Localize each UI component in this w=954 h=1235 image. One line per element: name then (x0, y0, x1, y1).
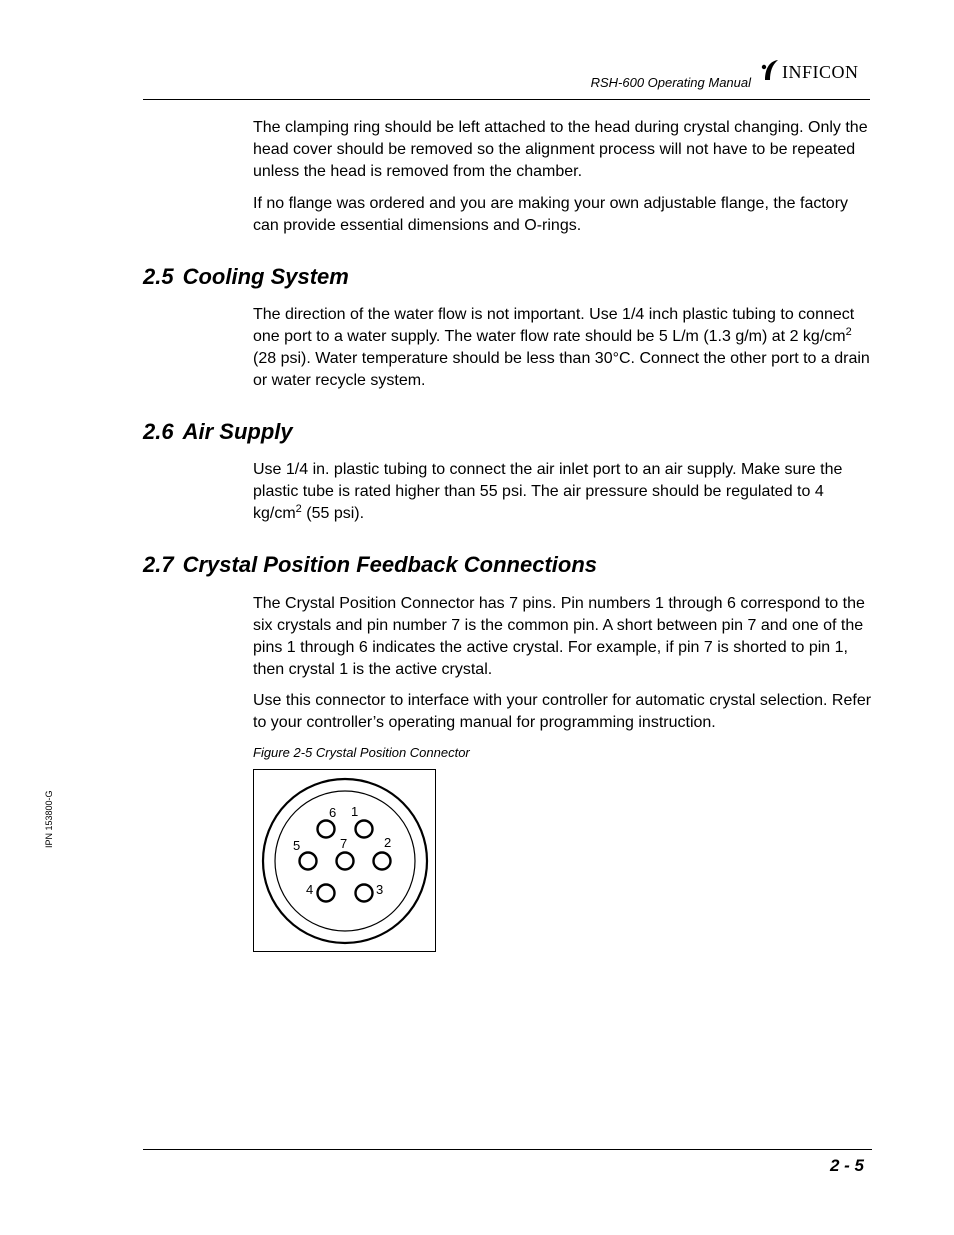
section-2-5-text-a: The direction of the water flow is not important. Use 1/4 inch plastic tubing to connect one port to a water supply. The water flow rate should be 5 L/m (1.3 g/m) at 2 kg/cm (253, 306, 855, 345)
pin-7 (337, 853, 354, 870)
pin-label-4: 4 (306, 882, 314, 897)
pin-label-2: 2 (384, 835, 392, 850)
inficon-logo (760, 58, 872, 84)
pin-4 (318, 885, 335, 902)
pin-label-1: 1 (351, 804, 359, 819)
section-2-5-heading (143, 264, 349, 290)
connector-diagram (254, 770, 435, 951)
pin-label-3: 3 (376, 882, 384, 897)
section-2-7-number: 2.7 (143, 552, 174, 577)
page-number: 2 - 5 (829, 1156, 864, 1175)
pin-5 (300, 853, 317, 870)
inficon-logo-text: INFICON (782, 62, 859, 82)
pin-label-6: 6 (329, 805, 337, 820)
section-2-5-superscript: 2 (845, 326, 852, 338)
section-2-6-text-a: Use 1/4 in. plastic tubing to connect the air inlet port to an air supply. Make sure the plastic tube is rated higher than 55 psi. The air pressure should be regulated to 4 kg/cm (253, 461, 843, 522)
section-2-5-paragraph (253, 304, 873, 392)
header-rule (143, 99, 870, 100)
connector-inner-ring (275, 791, 415, 931)
section-2-7-title: Crystal Position Feedback Connections (182, 552, 598, 577)
section-2-5-number: 2.5 (143, 264, 174, 289)
section-2-6-superscript: 2 (295, 503, 302, 515)
running-header-title: RSH-600 Operating Manual (590, 75, 751, 90)
intro-paragraph-1: The clamping ring should be left attached to the head during crystal changing. Only the head cover should be removed so the alignment process will not have to be repeated unless the head is removed from the chamber. (253, 119, 868, 180)
section-2-6-heading (143, 419, 293, 445)
inficon-logo-mark (760, 58, 780, 84)
section-2-5-text-b: (28 psi). Water temperature should be less than 30°C. Connect the other port to a drain or water recycle system. (253, 350, 870, 389)
section-2-5-title: Cooling System (182, 264, 349, 289)
pin-3 (356, 885, 373, 902)
pin-label-5: 5 (293, 838, 301, 853)
connector-outer-ring (263, 779, 427, 943)
footer-rule (143, 1149, 872, 1150)
pin-2 (374, 853, 391, 870)
section-2-7-paragraph-1: The Crystal Position Connector has 7 pins. Pin numbers 1 through 6 correspond to the six crystals and pin number 7 is the common pin. A short between pin 7 and one of the pins 1 through 6 indicates the active crystal. For example, if pin 7 is shorted to pin 1, then crystal 1 is the active crystal. (253, 595, 865, 678)
crystal-position-connector-figure (253, 769, 436, 952)
pin-1 (356, 821, 373, 838)
intro-paragraph-2: If no flange was ordered and you are making your own adjustable flange, the factory can provide essential dimensions and O-rings. (253, 195, 849, 234)
section-2-6-text-b: (55 psi). (301, 505, 365, 522)
section-2-6-title: Air Supply (182, 419, 293, 444)
section-2-6-paragraph (253, 459, 873, 525)
pin-6 (318, 821, 335, 838)
section-2-7-paragraph-2: Use this connector to interface with your controller for automatic crystal selection. Refer to your controller’s operating manual for programming instruction. (253, 692, 872, 731)
section-2-7-heading (143, 552, 597, 578)
pin-label-7: 7 (340, 836, 348, 851)
document-ipn-code: IPN 153800-G (44, 790, 54, 848)
figure-caption: Figure 2-5 Crystal Position Connector (253, 745, 470, 760)
section-2-6-number: 2.6 (143, 419, 174, 444)
